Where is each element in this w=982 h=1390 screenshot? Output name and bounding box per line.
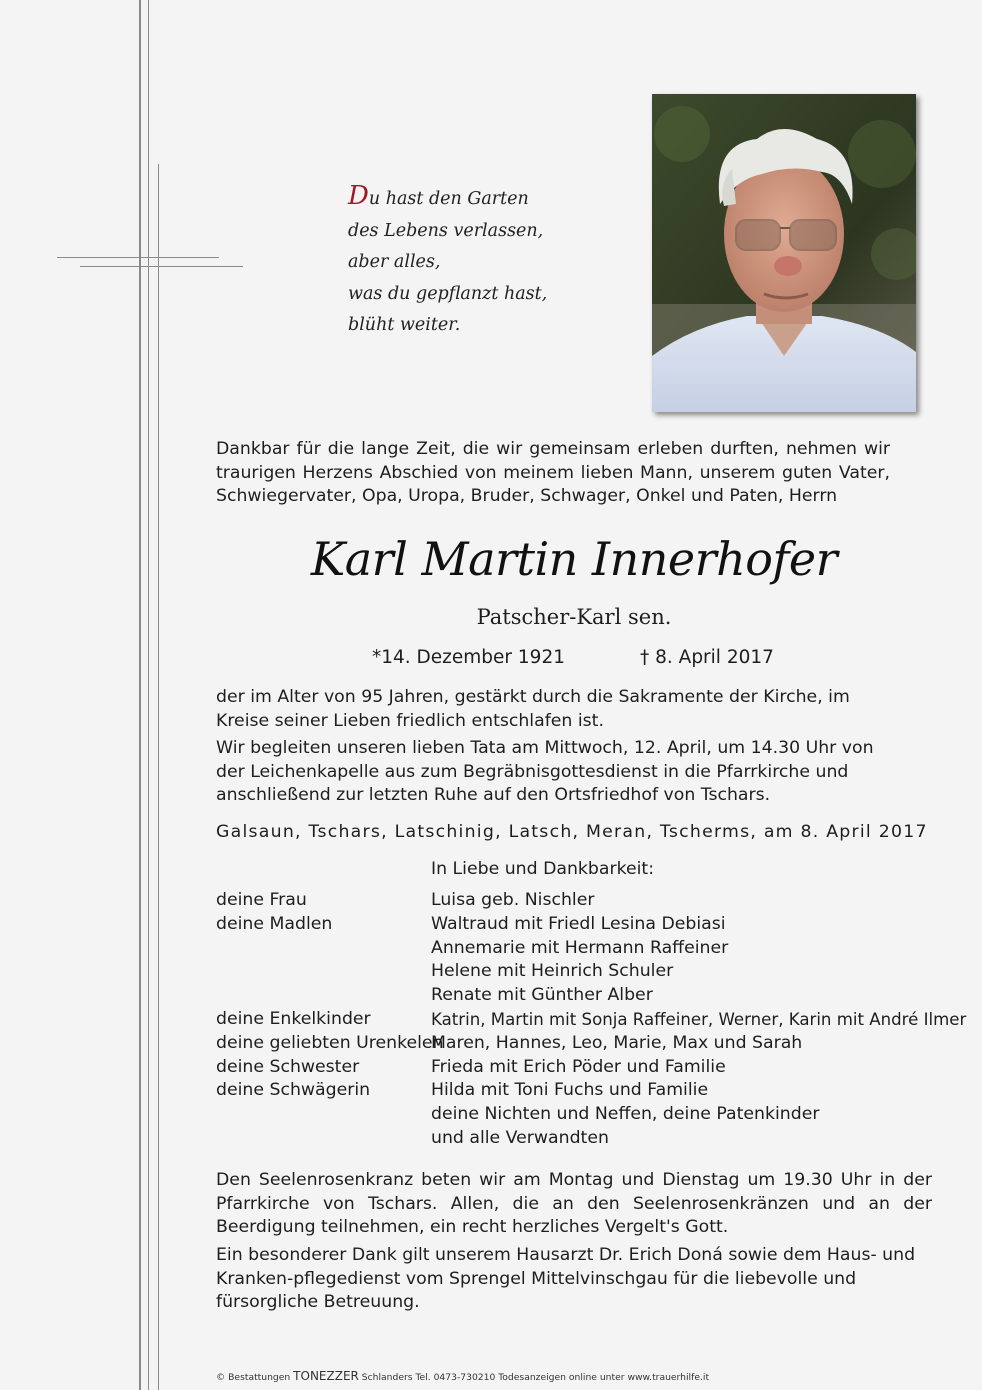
mourner-relation: deine Schwägerin — [216, 1080, 371, 1101]
mourner-row — [216, 913, 956, 937]
deceased-name: Karl Martin Innerhofer — [310, 532, 838, 586]
poem-line: was du gepflanzt hast, — [348, 283, 548, 304]
age-paragraph: der im Alter von 95 Jahren, gestärkt durch die Sakramente der Kirche, im Kreise seiner Lieben friedlich entschlafen ist. — [216, 687, 850, 731]
mourner-relation — [216, 960, 431, 984]
mourner-names: Katrin, Martin mit Sonja Raffeiner, Werner, Karin mit André Ilmer — [431, 1009, 967, 1029]
mourner-relation: deine Madlen — [216, 913, 333, 934]
thanks-paragraph: Ein besonderer Dank gilt unserem Hausarzt Dr. Erich Doná sowie dem Haus- und Kranken-pflegedienst vom Sprengel Mittelvinschgau für die liebevolle und fürsorgliche Betreuung. — [216, 1245, 916, 1312]
mourner-relation: deine geliebten Urenkelen — [216, 1032, 444, 1053]
mourner-names: Annemarie mit Hermann Raffeiner — [431, 937, 729, 958]
mourner-relation — [216, 1103, 431, 1127]
vertical-rule-left — [139, 0, 141, 1390]
mourner-names: Helene mit Heinrich Schuler — [431, 961, 674, 982]
footer-rest: Schlanders Tel. 0473-730210 Todesanzeigen online unter www.trauerhilfe.it — [358, 1372, 710, 1383]
mourners-list — [216, 889, 967, 1151]
mourner-row — [216, 1103, 956, 1127]
mourner-relation: deine Frau — [216, 890, 307, 910]
mourner-row — [216, 984, 956, 1008]
mourner-row — [216, 1008, 967, 1032]
mourner-relation — [216, 1127, 431, 1151]
rosary-paragraph: Den Seelenrosenkranz beten wir am Montag und Dienstag um 19.30 Uhr in der Pfarrkirche von Tschars. Allen, die an den Seelenrosenkränzen und an der Beerdigung teilnehmen, ein recht herzliches Vergelt's Gott. — [216, 1170, 932, 1237]
mourner-row — [216, 937, 956, 961]
mourner-names: Hilda mit Toni Fuchs und Familie — [431, 1080, 709, 1101]
mourner-relation — [216, 984, 431, 1008]
mourner-relation: deine Enkelkinder — [216, 1008, 371, 1029]
poem-line: des Lebens verlassen, — [348, 220, 544, 241]
mourners-title: In Liebe und Dankbarkeit: — [431, 859, 655, 879]
mourner-names: Renate mit Günther Alber — [431, 985, 653, 1006]
death-date: † 8. April 2017 — [640, 647, 774, 668]
poem — [348, 181, 548, 342]
intro-text: Dankbar für die lange Zeit, die wir gemeinsam erleben durften, nehmen wir traurigen Herzens Abschied von meinem lieben Mann, unserem guten Vater, Schwiegervater, Opa, Uropa, Bruder, Schwager, Onkel und Paten, Herrn — [216, 439, 890, 506]
mourner-row — [216, 889, 956, 913]
footer — [216, 1369, 709, 1385]
mourner-row — [216, 1079, 956, 1103]
mourner-row — [216, 1032, 956, 1056]
poem-initial: D — [348, 181, 369, 211]
cross-horizontal-bar-top — [57, 257, 219, 258]
mourner-row — [216, 1056, 956, 1080]
vertical-rule-right — [148, 0, 149, 1390]
deceased-nickname: Patscher-Karl sen. — [476, 605, 672, 629]
mourner-row — [216, 1127, 956, 1151]
mourner-names: Waltraud mit Friedl Lesina Debiasi — [431, 913, 726, 934]
mourner-names: deine Nichten und Neffen, deine Patenkinder — [431, 1104, 820, 1125]
mourner-names: Maren, Hannes, Leo, Marie, Max und Sarah — [431, 1032, 803, 1053]
mourner-row — [216, 960, 956, 984]
mourner-names: Frieda mit Erich Pöder und Familie — [431, 1056, 726, 1077]
poem-line: blüht weiter. — [348, 315, 461, 335]
places-date-line: Galsaun, Tschars, Latschinig, Latsch, Meran, Tscherms, am 8. April 2017 — [216, 822, 928, 842]
funeral-paragraph: Wir begleiten unseren lieben Tata am Mittwoch, 12. April, um 14.30 Uhr von der Leichenkapelle aus zum Begräbnisgottesdienst in die Pfarrkirche und anschließend zur letzten Ruhe auf den Ortsfriedhof von Tschars. — [216, 738, 874, 805]
cross-vertical-bar — [158, 164, 159, 1390]
mourner-relation: deine Schwester — [216, 1056, 360, 1077]
portrait-photo — [652, 94, 916, 412]
mourner-names: Luisa geb. Nischler — [431, 890, 595, 910]
cross-horizontal-bar-bottom — [80, 266, 243, 267]
mourner-names: und alle Verwandten — [431, 1127, 609, 1148]
poem-line: u hast den Garten — [368, 189, 529, 209]
footer-prefix: © Bestattungen — [216, 1372, 294, 1383]
poem-line: aber alles, — [348, 252, 441, 272]
footer-brand: TONEZZER — [293, 1369, 359, 1383]
birth-date: *14. Dezember 1921 — [372, 647, 565, 668]
mourner-relation — [216, 937, 431, 961]
